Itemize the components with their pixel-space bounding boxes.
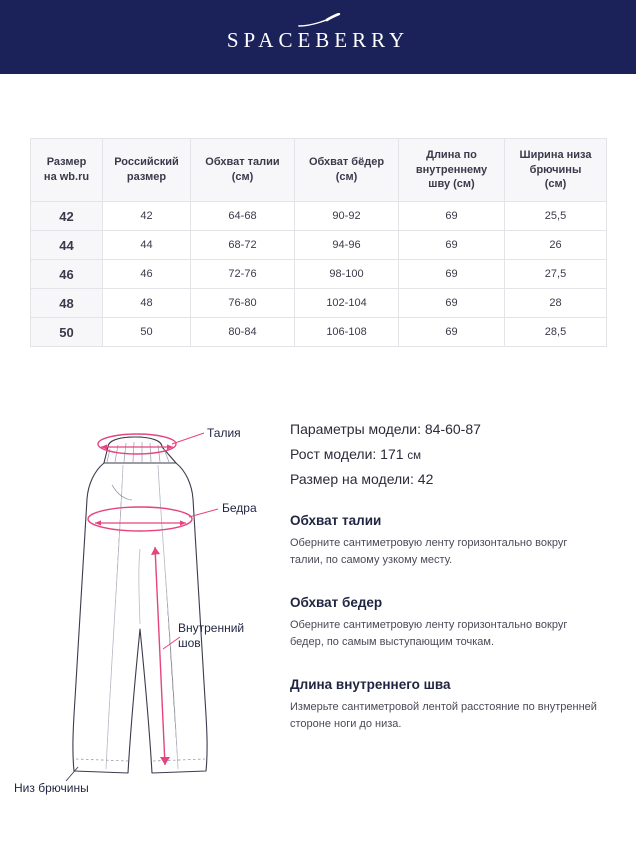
table-row — [31, 318, 607, 347]
page-header — [0, 0, 636, 74]
swoosh-icon — [297, 10, 343, 35]
table-header-row — [31, 139, 607, 202]
cell-hips: 102-104 — [295, 289, 399, 318]
cell-hips: 98-100 — [295, 260, 399, 289]
label-hips: Бедра — [222, 501, 257, 515]
column-header-waist — [191, 139, 295, 202]
cell-leg-width: 27,5 — [505, 260, 607, 289]
cell-waist: 64-68 — [191, 202, 295, 231]
label-inseam-line2: шов — [178, 636, 201, 650]
cell-wb-size: 44 — [31, 231, 103, 260]
header-line: Размер — [46, 156, 87, 169]
section-text-waist: Оберните сантиметровую ленту горизонтально вокруг талии, по самому узкому месту. — [290, 537, 568, 567]
cell-hips: 90-92 — [295, 202, 399, 231]
model-params-block — [290, 421, 600, 487]
cell-inseam: 69 — [399, 231, 505, 260]
cell-waist: 80-84 — [191, 318, 295, 347]
model-height-row — [290, 446, 600, 462]
header-line: на wb.ru — [43, 171, 90, 183]
header-line: Российский — [114, 156, 179, 169]
model-height: Рост модели: 171 — [290, 446, 404, 462]
header-line: шву (см) — [428, 178, 475, 191]
cell-waist: 76-80 — [191, 289, 295, 318]
cell-ru-size: 44 — [103, 231, 191, 260]
section-title-inseam: Длина внутреннего шва — [290, 677, 451, 693]
header-line: Длина по — [426, 148, 477, 161]
table-row — [31, 202, 607, 231]
cell-leg-width: 26 — [505, 231, 607, 260]
cell-hips: 94-96 — [295, 231, 399, 260]
label-leg-bottom: Низ брючины — [14, 781, 89, 795]
table-row — [31, 231, 607, 260]
cell-ru-size: 48 — [103, 289, 191, 318]
size-table-wrapper — [30, 138, 606, 347]
header-line: Обхват бёдер — [308, 156, 385, 169]
label-waist: Талия — [207, 426, 241, 440]
cell-waist: 68-72 — [191, 231, 295, 260]
cell-wb-size: 46 — [31, 260, 103, 289]
model-params: Параметры модели: 84-60-87 — [290, 421, 481, 437]
cell-inseam: 69 — [399, 202, 505, 231]
header-line: (см) — [335, 171, 358, 183]
cell-inseam: 69 — [399, 289, 505, 318]
cell-inseam: 69 — [399, 318, 505, 347]
label-inseam-line1: Внутренний — [178, 621, 245, 635]
header-line: брючины — [529, 163, 582, 176]
cell-leg-width: 28 — [505, 289, 607, 318]
cell-ru-size: 46 — [103, 260, 191, 289]
section-text-inseam: Измерьте сантиметровой лентой расстояние по внутренней стороне ноги до низа. — [290, 701, 597, 731]
cell-waist: 72-76 — [191, 260, 295, 289]
header-line: размер — [126, 171, 167, 183]
section-title-waist: Обхват талии — [290, 513, 382, 528]
column-header-leg-width — [505, 139, 607, 202]
brand-logo — [227, 22, 409, 53]
measurement-guide — [0, 399, 636, 799]
column-header-ru-size — [103, 139, 191, 202]
table-row — [31, 289, 607, 318]
cell-inseam: 69 — [399, 260, 505, 289]
table-header — [31, 139, 607, 202]
brand-name: SPACEBERRY — [226, 27, 410, 52]
header-line: (см) — [544, 178, 567, 191]
column-header-wb-size — [31, 139, 103, 202]
cell-leg-width: 25,5 — [505, 202, 607, 231]
cell-wb-size: 50 — [31, 318, 103, 347]
size-table — [30, 138, 607, 347]
cell-wb-size: 42 — [31, 202, 103, 231]
header-line: Ширина низа — [519, 148, 592, 161]
label-inseam — [178, 621, 273, 651]
header-line: Обхват талии — [205, 156, 280, 169]
column-header-inseam — [399, 139, 505, 202]
cell-leg-width: 28,5 — [505, 318, 607, 347]
cell-wb-size: 48 — [31, 289, 103, 318]
model-size: Размер на модели: 42 — [290, 471, 434, 487]
header-line: внутреннему — [415, 163, 488, 176]
header-line: (см) — [231, 171, 254, 183]
cell-ru-size: 42 — [103, 202, 191, 231]
measurement-info — [290, 399, 600, 799]
trousers-diagram-icon — [0, 399, 290, 799]
model-height-unit: см — [407, 450, 422, 462]
table-body — [31, 202, 607, 347]
table-row — [31, 260, 607, 289]
cell-ru-size: 50 — [103, 318, 191, 347]
section-text-hips: Оберните сантиметровую ленту горизонтально вокруг бедер, по самым выступающим точкам. — [290, 619, 568, 649]
cell-hips: 106-108 — [295, 318, 399, 347]
trousers-illustration — [0, 399, 290, 799]
column-header-hips — [295, 139, 399, 202]
section-title-hips: Обхват бедер — [290, 595, 383, 611]
